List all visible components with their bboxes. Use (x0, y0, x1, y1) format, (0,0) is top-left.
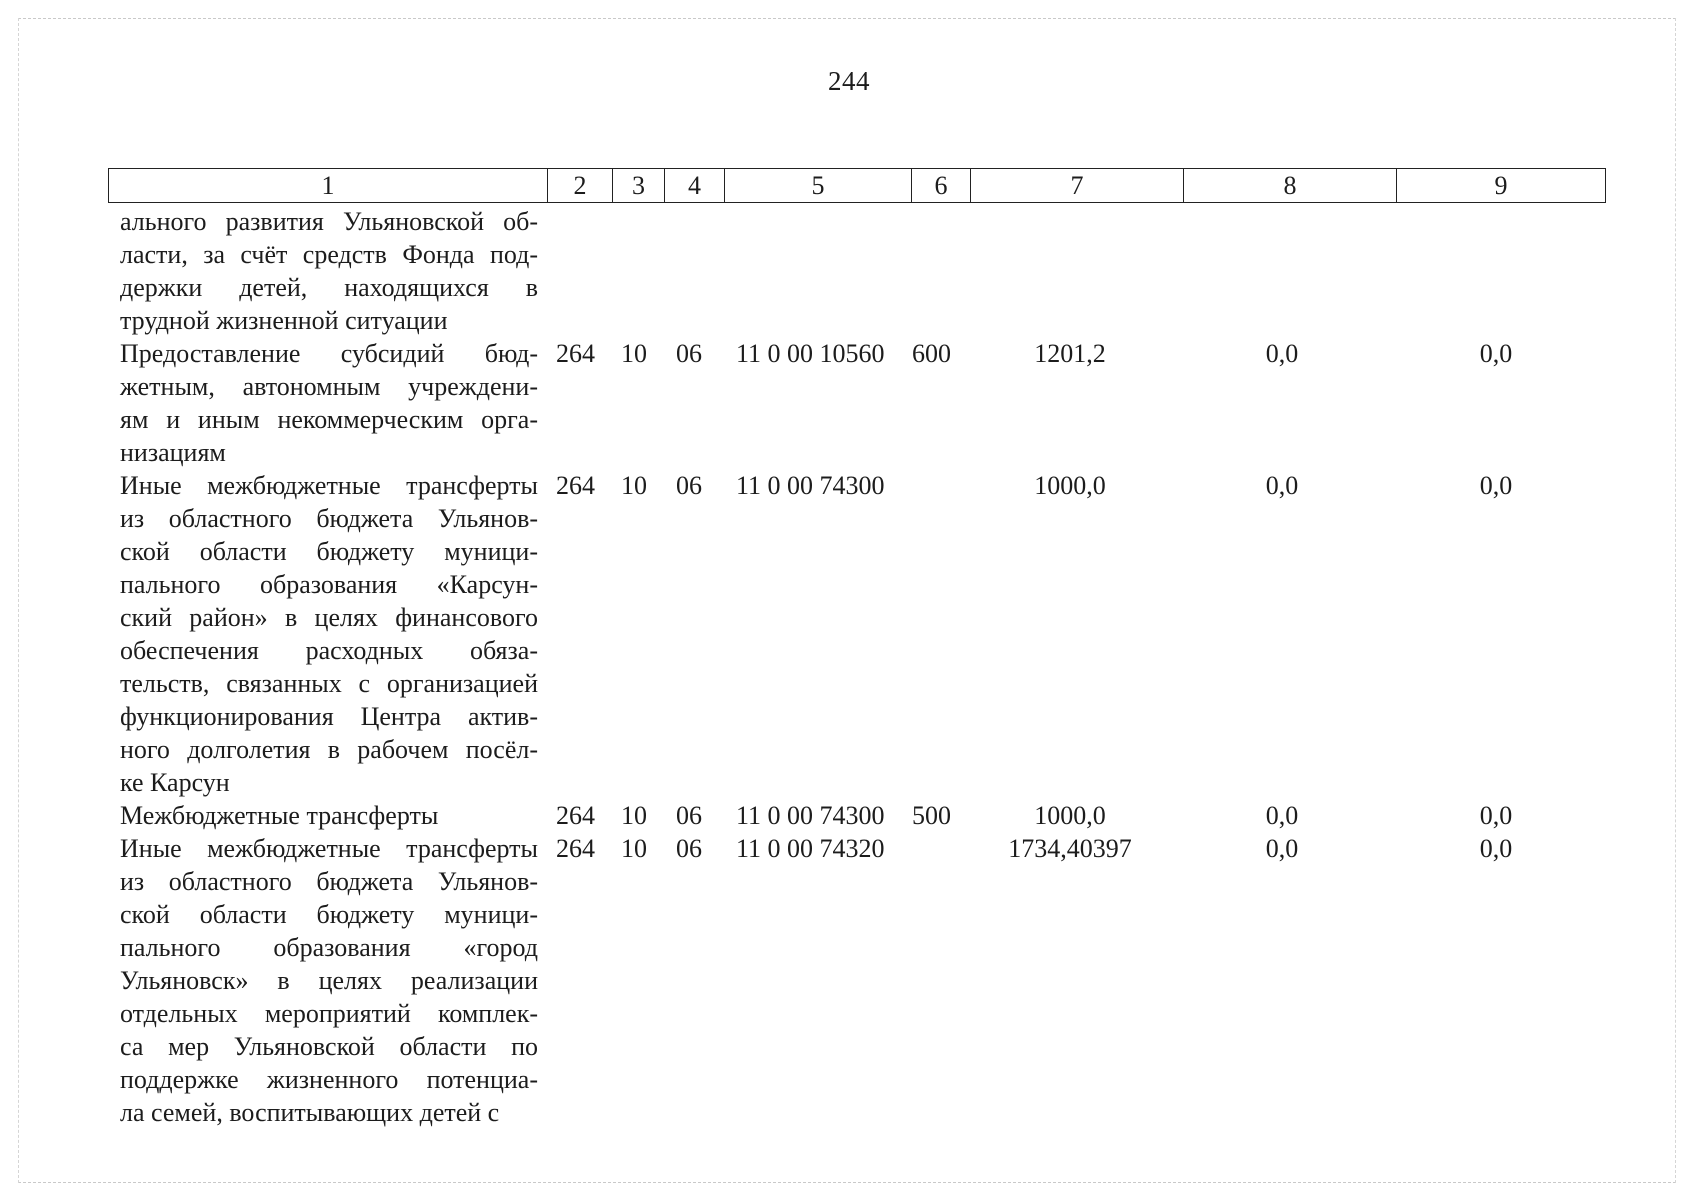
table-row (0, 205, 1698, 337)
description-line: поддержке жизненного потенциа- (120, 1065, 538, 1094)
cell-col-3: 10 (621, 339, 647, 368)
header-col-6: 6 (912, 169, 971, 203)
cell-col-5: 11 0 00 74320 (736, 834, 885, 863)
row-description (120, 205, 538, 337)
description-line: ального развития Ульяновской об- (120, 207, 538, 236)
description-line: из областного бюджета Ульянов- (120, 867, 538, 896)
cell-col-3: 10 (621, 834, 647, 863)
description-line: Иные межбюджетные трансферты (120, 471, 538, 500)
description-line: низациям (120, 438, 226, 467)
description-line: держки детей, находящихся в (120, 273, 538, 302)
description-line: са мер Ульяновской области по (120, 1032, 538, 1061)
cell-col-2: 264 (556, 801, 595, 830)
description-line: трудной жизненной ситуации (120, 306, 448, 335)
cell-col-9: 0,0 (1479, 339, 1513, 368)
cell-col-8: 0,0 (1265, 339, 1299, 368)
row-description (120, 337, 538, 469)
row-description (120, 832, 538, 1129)
description-line: тельств, связанных с организацией (120, 669, 538, 698)
description-line: ла семей, воспитывающих детей с (120, 1098, 500, 1127)
description-line: ский район» в целях финансового (120, 603, 538, 632)
cell-col-4: 06 (676, 801, 702, 830)
header-col-3: 3 (613, 169, 665, 203)
description-line: Ульяновск» в целях реализации (120, 966, 538, 995)
description-line: отдельных мероприятий комплек- (120, 999, 538, 1028)
header-col-2: 2 (548, 169, 613, 203)
cell-col-2: 264 (556, 834, 595, 863)
description-line: пального образования «город (120, 933, 538, 962)
header-col-9: 9 (1397, 169, 1606, 203)
cell-col-7: 1734,40397 (1008, 834, 1132, 863)
header-col-7: 7 (971, 169, 1184, 203)
table-row (0, 469, 1698, 799)
description-line: Иные межбюджетные трансферты (120, 834, 538, 863)
description-line: ской области бюджету муници- (120, 537, 538, 566)
cell-col-4: 06 (676, 471, 702, 500)
cell-col-6: 500 (912, 801, 951, 830)
cell-col-7: 1000,0 (1034, 801, 1106, 830)
header-row (109, 169, 1606, 203)
header-col-5: 5 (725, 169, 912, 203)
cell-col-8: 0,0 (1265, 801, 1299, 830)
table-row (0, 337, 1698, 469)
description-line: ласти, за счёт средств Фонда под- (120, 240, 538, 269)
cell-col-9: 0,0 (1479, 834, 1513, 863)
header-col-8: 8 (1184, 169, 1397, 203)
description-line: Предоставление субсидий бюд- (120, 339, 538, 368)
cell-col-7: 1000,0 (1034, 471, 1106, 500)
cell-col-8: 0,0 (1265, 471, 1299, 500)
table-row (0, 799, 1698, 832)
header-col-1: 1 (109, 169, 548, 203)
cell-col-7: 1201,2 (1034, 339, 1106, 368)
cell-col-3: 10 (621, 801, 647, 830)
cell-col-5: 11 0 00 74300 (736, 471, 885, 500)
cell-col-2: 264 (556, 339, 595, 368)
cell-col-5: 11 0 00 74300 (736, 801, 885, 830)
description-line: ке Карсун (120, 768, 230, 797)
cell-col-4: 06 (676, 339, 702, 368)
description-line: обеспечения расходных обяза- (120, 636, 538, 665)
cell-col-2: 264 (556, 471, 595, 500)
description-line: функционирования Центра актив- (120, 702, 538, 731)
description-line: пального образования «Карсун- (120, 570, 538, 599)
description-line: Межбюджетные трансферты (120, 801, 439, 830)
page-number: 244 (828, 66, 870, 96)
column-header-table (108, 168, 1606, 203)
description-line: жетным, автономным учреждени- (120, 372, 538, 401)
table-row (0, 832, 1698, 1129)
description-line: ям и иным некоммерческим орга- (120, 405, 538, 434)
cell-col-8: 0,0 (1265, 834, 1299, 863)
cell-col-9: 0,0 (1479, 801, 1513, 830)
cell-col-9: 0,0 (1479, 471, 1513, 500)
row-description (120, 469, 538, 799)
cell-col-3: 10 (621, 471, 647, 500)
description-line: из областного бюджета Ульянов- (120, 504, 538, 533)
row-description (120, 799, 538, 832)
description-line: ного долголетия в рабочем посёл- (120, 735, 538, 764)
description-line: ской области бюджету муници- (120, 900, 538, 929)
header-col-4: 4 (665, 169, 725, 203)
cell-col-5: 11 0 00 10560 (736, 339, 885, 368)
cell-col-6: 600 (912, 339, 951, 368)
cell-col-4: 06 (676, 834, 702, 863)
table-body (0, 205, 1698, 1129)
